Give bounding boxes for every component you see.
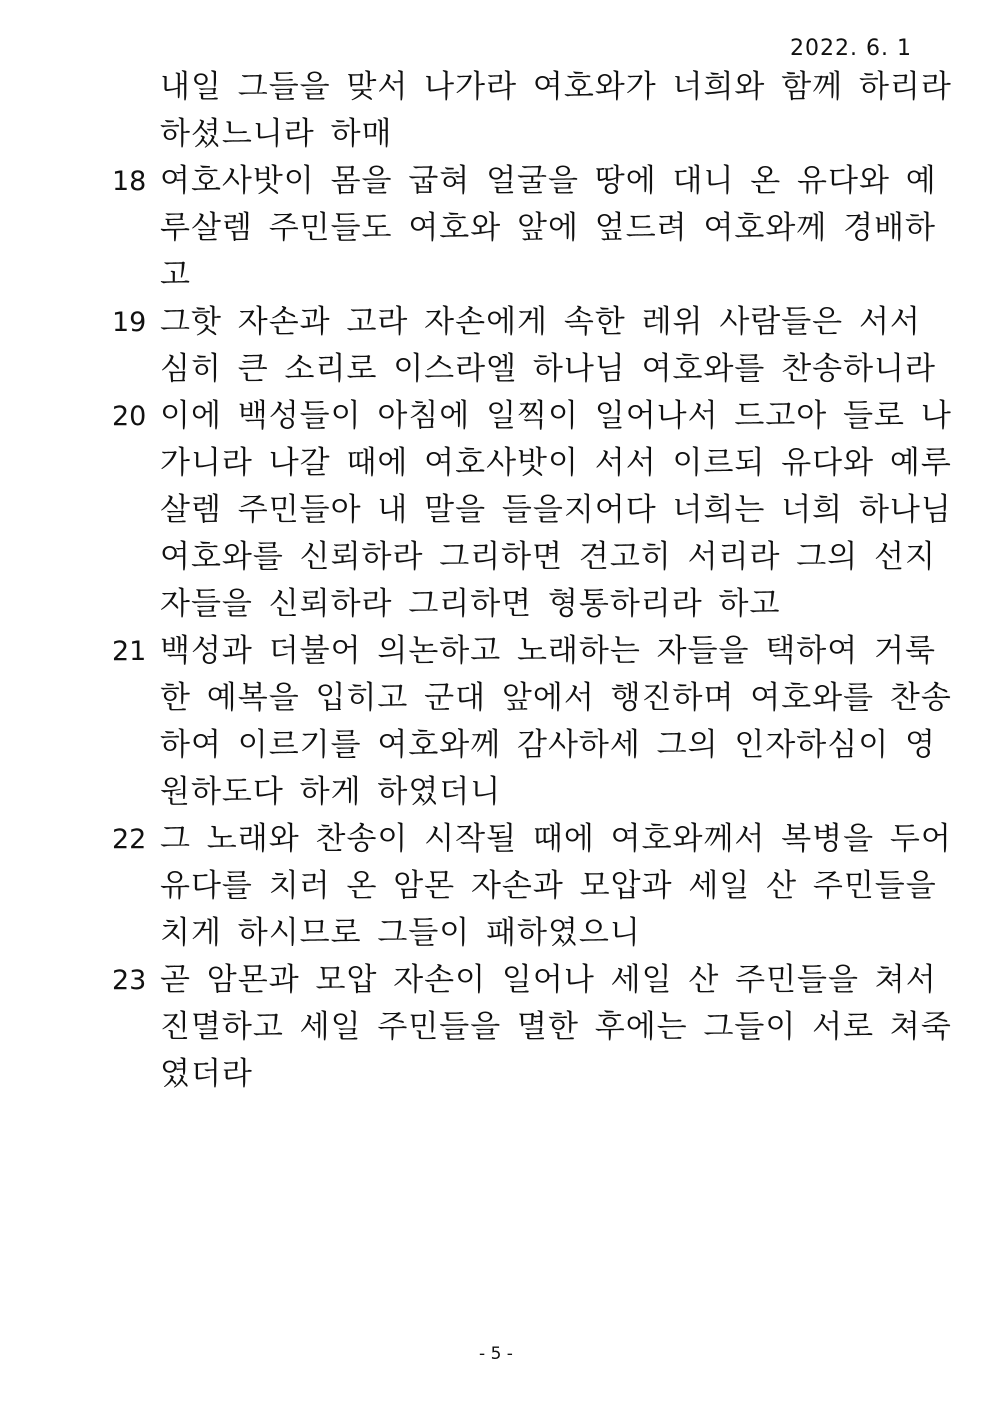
verse-18 xyxy=(112,158,937,299)
document-date: 2022. 6. 1 xyxy=(790,36,912,61)
verse-23 xyxy=(112,957,952,1098)
verse-20 xyxy=(112,393,952,628)
page-number: - 5 - xyxy=(479,1344,513,1364)
scripture-text xyxy=(112,64,952,1098)
verse-number: 21 xyxy=(112,636,147,667)
verse-line: 그 노래와 찬송이 시작될 때에 여호와께서 복병을 두어 xyxy=(160,821,952,857)
verse-line: 하셨느니라 하매 xyxy=(160,116,393,152)
verse-line: 가니라 나갈 때에 여호사밧이 서서 이르되 유다와 예루 xyxy=(160,445,952,481)
verse-line: 치게 하시므로 그들이 패하였으니 xyxy=(160,915,641,951)
verse-line: 그핫 자손과 고라 자손에게 속한 레위 사람들은 서서 xyxy=(160,304,921,340)
verse-continuation xyxy=(112,64,952,158)
verse-22 xyxy=(112,816,952,957)
verse-line: 내일 그들을 맞서 나가라 여호와가 너희와 함께 하리라 xyxy=(160,69,952,105)
verse-number: 18 xyxy=(112,166,147,197)
verse-line: 유다를 치러 온 암몬 자손과 모압과 세일 산 주민들을 xyxy=(160,868,937,904)
verse-line: 곧 암몬과 모압 자손이 일어나 세일 산 주민들을 쳐서 xyxy=(160,962,937,998)
verse-19 xyxy=(112,299,936,393)
verse-line: 루살렘 주민들도 여호와 앞에 엎드려 여호와께 경배하 xyxy=(160,210,936,246)
verse-line: 였더라 xyxy=(160,1056,253,1092)
verse-line: 심히 큰 소리로 이스라엘 하나님 여호와를 찬송하니라 xyxy=(160,351,936,387)
verse-line: 여호사밧이 몸을 굽혀 얼굴을 땅에 대니 온 유다와 예 xyxy=(160,163,937,199)
verse-number: 20 xyxy=(112,401,147,432)
verse-line: 살렘 주민들아 내 말을 들을지어다 너희는 너희 하나님 xyxy=(160,492,952,528)
verse-number: 19 xyxy=(112,307,147,338)
verse-line: 하여 이르기를 여호와께 감사하세 그의 인자하심이 영 xyxy=(160,727,936,763)
verse-line: 자들을 신뢰하라 그리하면 형통하리라 하고 xyxy=(160,586,781,622)
verse-line: 원하도다 하게 하였더니 xyxy=(160,774,502,810)
verse-line: 고 xyxy=(160,257,191,293)
verse-line: 여호와를 신뢰하라 그리하면 견고히 서리라 그의 선지 xyxy=(160,539,936,575)
verse-21 xyxy=(112,628,952,816)
verse-number: 23 xyxy=(112,965,147,996)
verse-line: 진멸하고 세일 주민들을 멸한 후에는 그들이 서로 쳐죽 xyxy=(160,1009,952,1045)
verse-line: 한 예복을 입히고 군대 앞에서 행진하며 여호와를 찬송 xyxy=(160,680,952,716)
verse-line: 이에 백성들이 아침에 일찍이 일어나서 드고아 들로 나 xyxy=(160,398,952,434)
verse-line: 백성과 더불어 의논하고 노래하는 자들을 택하여 거룩 xyxy=(160,633,936,669)
verse-number: 22 xyxy=(112,824,147,855)
